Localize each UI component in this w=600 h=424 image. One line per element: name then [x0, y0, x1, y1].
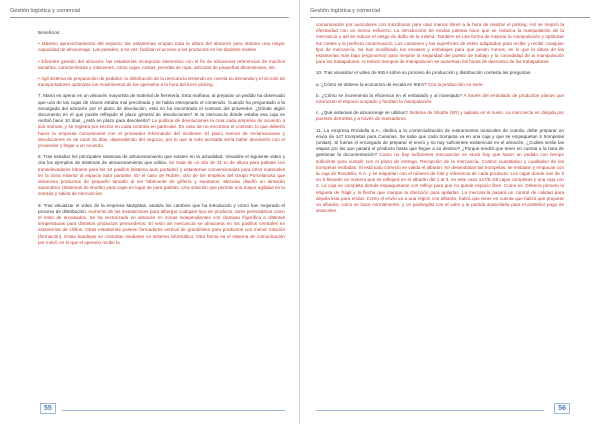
- page-body: [38, 30, 285, 396]
- answer-text: • Máximo aprovechamiento del espacio: las estanterías ocupan toda la altura del almacén para obtener una mayor capacidad de almacenaje. Las paredes, a su vez, facilitan el acceso a los productos en los distintos niveles.: [38, 41, 285, 53]
- question-text: Beneficios:: [38, 30, 61, 35]
- answer-text: Como no hay suficientes mercancías en stock hay que hacer un pedido con tiempo suficiente para cumplir con el plazo de entrega. Recepción de la mercancía. Control cuantitativo y cualitativo de las trompetas recibidas. Si está todo correcto se valida el albarán. Se desembalan las trompetas, se embalan y empacan con la caja de Rondella, S.A. y se etiquetan con el número de lote y referencia de cada producto. Los cajas donde van de 5 en 5 llevarán un número que se reflejará en el albarán del 1 al 3, en este caso 147/5=29 cajas completas y una caja con 2. La caja se completa demás empaquetarse con reflejo para que no quede espacio libre. Como es. Debería primero la etiqueta de frágil y la flecha que marque la dirección para apilarlas. La mercancía pasará un control de calidad para dejarla lista para enviar. Como el envío va a una región con albarán, habrá que tener en cuenta que habrá que preparar un albarán, como se hace normalmente, y un packinglist con el valor y la partida arancelaria para el posterior pago de aranceles.: [316, 152, 564, 214]
- paragraph: [316, 110, 564, 122]
- question-text: 8. Tras estudiar los principales sistemas de almacenamiento que existen en la actualidad. Visualiza el siguiente video y cita los ejemplos de sistemas de almacenamiento que utiliza.: [38, 154, 285, 166]
- paragraph: [38, 41, 285, 53]
- answer-text: • Ágil sistema de preparación de pedidos: la distribución de la mercancía teniendo en cuenta su demanda y el circuito de transportadores optimizan los movimientos de los operarios a la hora del lucre picking.: [38, 76, 285, 88]
- question-text: 7. María es operar en un almacén mayorista de material de ferretería. Esta mañana, al preparar un pedido ha observado que una de las cajas de clavos estaba mal precintada y se había estropeado el contenido. Cuando ha preguntado a la encargada del almacén por el plazo de devolución, esta no ha encontrado el contrato del proveedor. ¿Dónde algún documento en el que puede reflejado el plazo general de devoluciones? Si la mercancía dónde estaba esa caja se recibió hace 10 días, ¿está en plazo para devolverla?: [38, 93, 285, 124]
- answer-text: A través del embalado de productos planos que minimizan el espacio ocupado y facilitan la manipulación.: [316, 92, 564, 105]
- paragraph: [316, 93, 564, 105]
- question-text: 10. Tras visualizar el video de IKEA sobre su proceso de producción y distribución contesta las preguntas.: [316, 70, 532, 76]
- answer-text: comunicación por auriculares con micrófonos para usar manos libres a la hora de realizar el picking. Así se mejoró la efectividad con un menor esfuerzo. La introducción de emdas paletas hace que se reduzca la manipulación de la mercancía y así se reduce el riesgo de daño de la misma. También es una forma de mejorar la manipulación y optimizar los costes y la perfecta conservación. Los camiones y las superficies de estén adaptados para recibir y recibir cualquier tipo de mercancía. Se han modificado los envases y embalajes para que pesen menos, en lo que la altura de las estanterías más baja (ergonomía) para mejorar la seguridad del puesto de trabajo y la comodidad de la manipulación para los trabajadores. Al reducir tiempos de manipulación se aumentan los horas de descanso de los trabajadores.: [316, 22, 564, 65]
- paragraph: [316, 82, 564, 88]
- question-text: 9. Tras visualizar el video de la empresa MasyMas, analiza los cambios que ha introducido y cómo han mejorado el proceso de distribución.: [38, 202, 285, 214]
- page-header: Gestión logística y comercial: [310, 8, 380, 14]
- paragraph: [38, 59, 285, 71]
- answer-text: La política de devoluciones la crea cada empresa de acuerdo a sus normas, y se registra por escrito en cada contrato en particular. En caso de no encontrar el contrato, lo que debería hacer la empresa comunicarse con el proveedor informando del incidente. El plazo normal de reclamaciones y devoluciones es de unos 15 días, dependiendo del negocio, por lo que la más acertada sería haber devolverlo con el proveedor y llegar a un acuerdo.: [38, 118, 285, 149]
- answer-text: Sistema de Shuttle (SR) y apilado en el suelo. La mercancía es dirigida por puentes derrotilos y a través de transaderos.: [316, 110, 564, 122]
- answer-text: • Eficiente gestión del almacén: las estanterías incorporan elementos con el fin de almacenar referencias de muchos tamaños, características y rotaciones, cómo cajas, cestas, prendas de ropa, artículos de pequeñas dimensiones, etc.: [38, 58, 285, 70]
- paragraph: [38, 93, 285, 149]
- header-rule: [10, 17, 289, 18]
- paragraph: [316, 128, 564, 215]
- page-body: [316, 22, 564, 396]
- page-header: Gestión logística y comercial: [10, 8, 80, 14]
- question-text: c. ¿Qué sistemas de almacenaje se utilizan?: [316, 110, 408, 116]
- header-rule: [310, 17, 590, 18]
- footer-rule: [62, 410, 285, 411]
- paragraph: [316, 70, 564, 76]
- footer-rule: [316, 410, 544, 411]
- question-text: b. ¿Cómo se incrementa la eficiencia en el embalado y al manejado?: [316, 92, 463, 98]
- answer-text: Con la producción en serie.: [426, 81, 484, 87]
- paragraph: [316, 22, 564, 65]
- paragraph: [38, 76, 285, 88]
- right-page: [300, 0, 600, 424]
- paragraph: [38, 154, 285, 197]
- answer-text: Se trata de un silo de 31 m de altura para paletas con transelevadores bitrams para los 10 pasillos (sistema auto portante) y estanterías convencionales para otros materiales en la zona exterior al espacio auto portante. En el caso de Rubén, otro de los empleos del Grupo Porcelanosa que almacena productos de pequeño tamaño al ser fabricante de grifería y sanitarios, Mecalux diseñó un almacén automático (Sistemas de shuttle) para cajas en lugar de para paletas. Una solución que permite una mayor agilidad en la entrada y salida de mercancías.: [38, 160, 285, 197]
- paragraph: [38, 30, 285, 36]
- page-number: 56: [554, 403, 570, 414]
- question-text: 11. La empresa Rondella S.A., dedica a la comercialización de instrumentos musicales de cuerda, debe preparar un envío de 147 trompetas para Canarias. Se sabe que cada trompeta va en una caja y que se empaquetan 5 trompetas (unitas). Si fueras el encargado de preparar el envío y no hay suficientes existencias en el almacén, ¿Cuáles serán las etapas por las que pasará el producto hasta que llegue a su destino? ¿Porque tendrá que tener en cuenta a la hora de gestionar la documentación?: [316, 127, 564, 158]
- answer-text: Aumento de las instalaciones para albergar cualquier tipo de producto, tanto perecederos como el resto de envasados. Se ha sectorizado en almacén en zonas independientes con clamasa frigorífica a distintas temperaturas para distintos productos perecederos. El resto de mercancía se almacena en los pasillos centrales en estanterías de chillos. Otras estanterías poseen formadores vertical de grandísimo para productos con menor rotación (formación). Estas bandejas se controlan mediante un sistema informático. Otra forma es el sistema de comunicación por móvil, en lo que el operario recibe la: [38, 208, 285, 245]
- question-text: a. ¿Cómo se obtiene la economía de escala en IKEA?: [316, 81, 427, 87]
- page-number: 55: [40, 403, 56, 414]
- paragraph: [38, 203, 285, 246]
